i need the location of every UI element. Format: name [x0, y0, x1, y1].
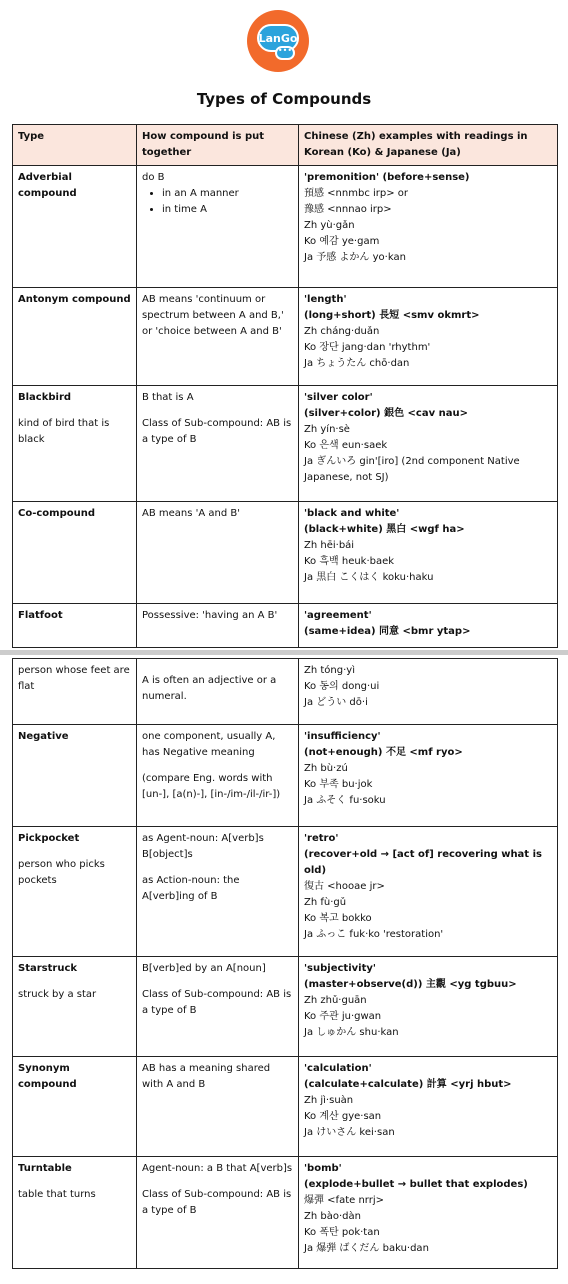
type-name: Adverbial compound: [18, 172, 77, 199]
type-name: Co-compound: [18, 508, 96, 519]
example-meaning: 'retro': [304, 833, 339, 844]
type-name: Turntable: [18, 1163, 72, 1174]
table-row: [13, 725, 558, 827]
table-row: [13, 386, 558, 502]
example-line: Zh fù·gǔ: [304, 897, 347, 908]
type-name: Synonym compound: [18, 1063, 77, 1090]
example-line: Ja どうい dō·i: [304, 697, 368, 708]
example-line: 爆彈 <fate nrrj>: [304, 1195, 384, 1206]
example-line: Ko 부족 bu·jok: [304, 779, 373, 790]
type-name: Blackbird: [18, 392, 72, 403]
table-row: [13, 827, 558, 957]
table-row: [13, 604, 558, 648]
example-line: (calculate+calculate) 計算 <yrj hbut>: [304, 1079, 512, 1090]
type-note: kind of bird that is black: [18, 418, 110, 445]
table-row: [13, 1157, 558, 1269]
page-separator: [0, 650, 568, 655]
how-note: (compare Eng. words with [un-], [a(n)-], [in-/im-/il-/ir-]): [142, 773, 281, 800]
how-text: Agent-noun: a B that A[verb]s: [142, 1163, 293, 1174]
example-line: Zh yín·sè: [304, 424, 350, 435]
how-text: B[verb]ed by an A[noun]: [142, 963, 266, 974]
example-line: Zh hēi·bái: [304, 540, 355, 551]
example-meaning: 'black and white': [304, 508, 400, 519]
type-note: table that turns: [18, 1189, 96, 1200]
example-line: Ko 흑백 heuk·baek: [304, 556, 395, 567]
type-name: Flatfoot: [18, 610, 63, 621]
how-text: Possessive: 'having an A B': [142, 610, 278, 621]
example-meaning: 'subjectivity': [304, 963, 376, 974]
example-line: Ko 계산 gye·san: [304, 1111, 382, 1122]
how-text: one component, usually A, has Negative meaning: [142, 731, 276, 758]
col-header-how: How compound is put together: [137, 125, 299, 166]
col-header-examples: Chinese (Zh) examples with readings in Korean (Ko) & Japanese (Ja): [299, 125, 558, 166]
type-note: person whose feet are flat: [18, 665, 130, 692]
type-name: Starstruck: [18, 963, 78, 974]
example-line: Ko 주관 ju·gwan: [304, 1011, 382, 1022]
example-line: Ja 爆弾 ばくだん baku·dan: [304, 1243, 429, 1254]
how-bullet: • in time A: [162, 202, 293, 218]
example-line: Ko 예감 ye·gam: [304, 236, 380, 247]
example-line: Zh cháng·duǎn: [304, 326, 380, 337]
example-line: (silver+color) 銀色 <cav nau>: [304, 408, 468, 419]
example-line: Zh bù·zú: [304, 763, 348, 774]
how-note: Class of Sub-compound: AB is a type of B: [142, 989, 292, 1016]
how-text: do B: [142, 172, 165, 183]
compounds-table-part1: [12, 124, 558, 648]
type-note: person who picks pockets: [18, 859, 105, 886]
how-bullets: [142, 186, 293, 218]
example-line: Ko 장단 jang·dan 'rhythm': [304, 342, 431, 353]
example-line: (explode+bullet → bullet that explodes): [304, 1179, 528, 1190]
how-bullet: • in an A manner: [162, 186, 293, 202]
example-line: (long+short) 長短 <smv okmrt>: [304, 310, 480, 321]
example-line: Ko 동의 dong·ui: [304, 681, 380, 692]
logo-text: LanGo: [258, 31, 298, 45]
example-meaning: 'bomb': [304, 1163, 342, 1174]
example-line: (same+idea) 同意 <bmr ytap>: [304, 626, 471, 637]
how-note: Class of Sub-compound: AB is a type of B: [142, 1189, 292, 1216]
example-meaning: 'agreement': [304, 610, 372, 621]
example-meaning: 'insufficiency': [304, 731, 381, 742]
example-line: (recover+old → [act of] recovering what is old): [304, 849, 542, 876]
type-name: Antonym compound: [18, 294, 131, 305]
example-line: Ja けいさん kei·san: [304, 1127, 395, 1138]
table-row: [13, 1057, 558, 1157]
table-row: [13, 288, 558, 386]
table-row: [13, 957, 558, 1057]
how-text: AB has a meaning shared with A and B: [142, 1063, 271, 1090]
type-name: Negative: [18, 731, 69, 742]
example-line: Zh zhǔ·guān: [304, 995, 367, 1006]
example-meaning: 'length': [304, 294, 347, 305]
example-line: Ja しゅかん shu·kan: [304, 1027, 399, 1038]
table-row: [13, 166, 558, 288]
logo-dots-bubble: •••: [275, 46, 295, 60]
col-header-type: Type: [13, 125, 137, 166]
example-line: Zh bào·dàn: [304, 1211, 361, 1222]
example-line: Ja ちょうたん chō·dan: [304, 358, 410, 369]
example-line: Ko 폭탄 pok·tan: [304, 1227, 380, 1238]
example-line: Zh yù·gǎn: [304, 220, 355, 231]
type-note: struck by a star: [18, 989, 97, 1000]
example-line: Ja 予感 よかん yo·kan: [304, 252, 406, 263]
example-line: (black+white) 黑白 <wgf ha>: [304, 524, 465, 535]
example-meaning: 'calculation': [304, 1063, 372, 1074]
lango-logo: [247, 10, 309, 72]
example-line: 豫感 <nnnao irp>: [304, 204, 392, 215]
example-line: Ja ふそく fu·soku: [304, 795, 386, 806]
example-line: Zh jì·suàn: [304, 1095, 354, 1106]
how-text: AB means 'continuum or spectrum between A and B,' or 'choice between A and B': [142, 294, 284, 337]
how-text: B that is A: [142, 392, 194, 403]
page-title: Types of Compounds: [196, 90, 372, 108]
how-text: A is often an adjective or a numeral.: [142, 675, 277, 702]
example-line: 預感 <nnmbc irp> or: [304, 188, 409, 199]
table-row: [13, 659, 558, 725]
example-line: (master+observe(d)) 主觀 <yg tgbuu>: [304, 979, 517, 990]
example-line: (not+enough) 不足 <mf ryo>: [304, 747, 463, 758]
example-line: Ja ふっこ fuk·ko 'restoration': [304, 929, 444, 940]
table-row: [13, 502, 558, 604]
how-text: as Agent-noun: A[verb]s B[object]s: [142, 833, 264, 860]
type-name: Pickpocket: [18, 833, 80, 844]
example-line: 復古 <hooae jr>: [304, 881, 385, 892]
how-text: AB means 'A and B': [142, 508, 240, 519]
how-note: Class of Sub-compound: AB is a type of B: [142, 418, 292, 445]
example-meaning: 'premonition' (before+sense): [304, 172, 470, 183]
example-line: Zh tóng·yì: [304, 665, 355, 676]
example-line: Ja 黒白 こくはく koku·haku: [304, 572, 434, 583]
table-header-row: [13, 125, 558, 166]
example-line: Ko 은색 eun·saek: [304, 440, 388, 451]
example-line: Ja ぎんいろ gin'[iro] (2nd component Native Japanese, not SJ): [304, 456, 520, 483]
example-line: Ko 복고 bokko: [304, 913, 372, 924]
how-note: as Action-noun: the A[verb]ing of B: [142, 875, 240, 902]
example-meaning: 'silver color': [304, 392, 373, 403]
compounds-table-part2: [12, 658, 558, 1269]
